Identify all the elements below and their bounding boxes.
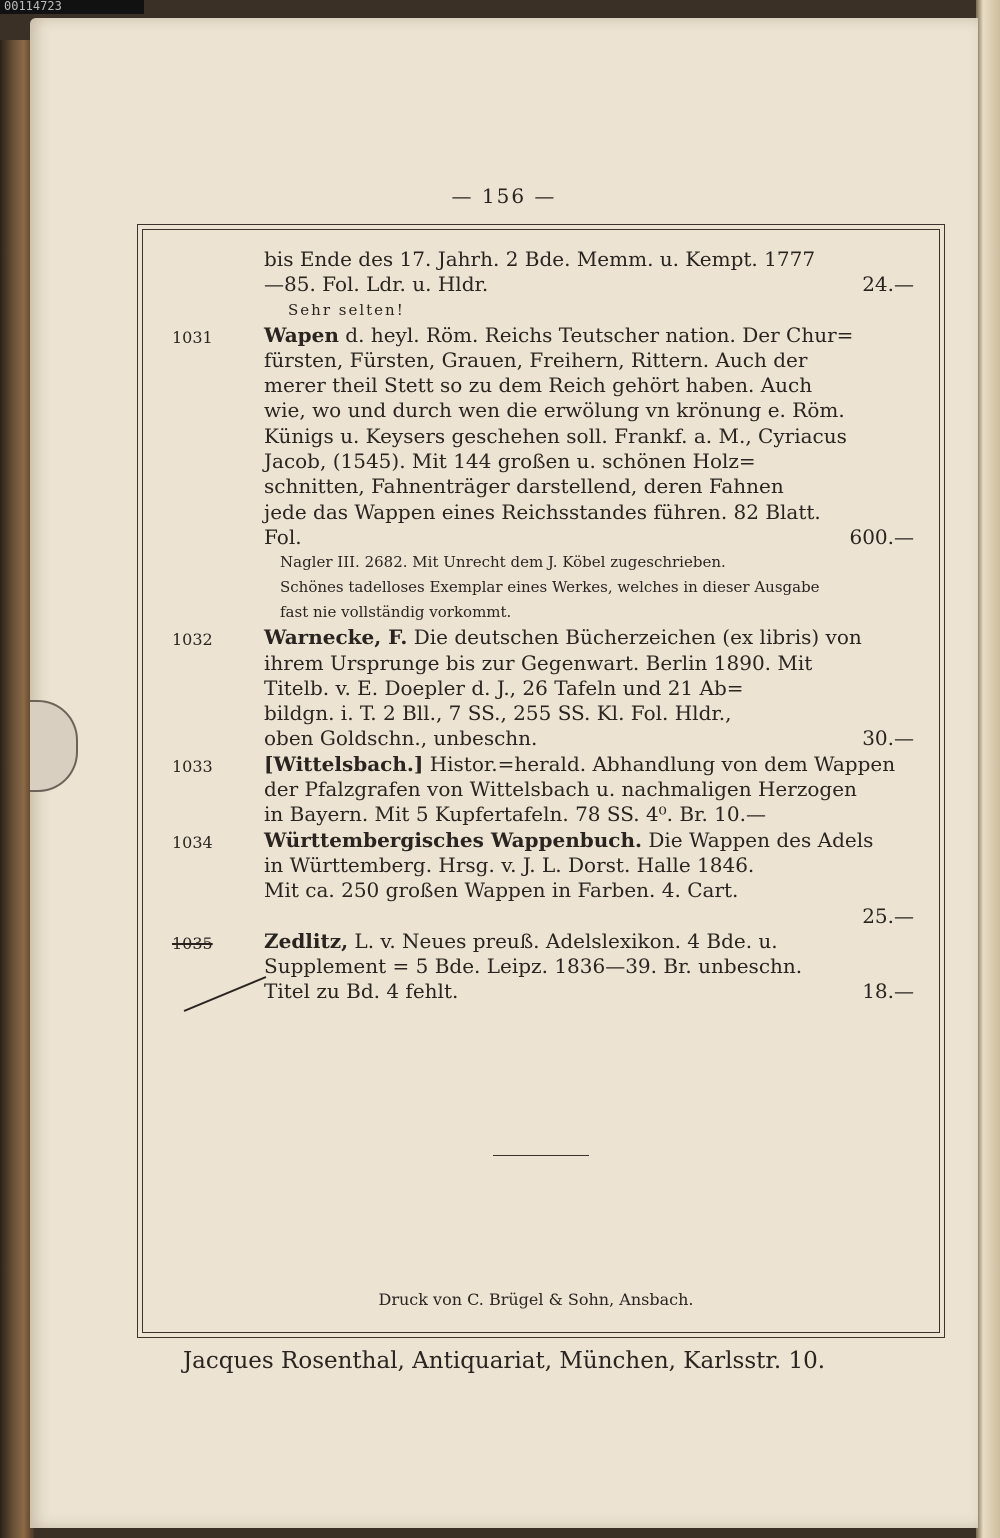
entry-line: jede das Wappen eines Reichsstandes führen. 82 Blatt.: [264, 499, 821, 524]
entry-name: Württembergisches Wappenbuch.: [264, 827, 642, 852]
entry-line: d. heyl. Röm. Reichs Teutscher nation. Der Chur=: [345, 322, 854, 347]
end-rule: [493, 1155, 589, 1156]
pencil-strike-mark: [138, 225, 944, 1337]
entry-line: schnitten, Fahnenträger darstellend, deren Fahnen: [264, 474, 784, 499]
entry-number: 1033: [172, 756, 213, 776]
entry-name: Warnecke, F.: [264, 625, 408, 650]
entry-note: Nagler III. 2682. Mit Unrecht dem J. Köbel zugeschrieben.: [280, 553, 726, 572]
publisher-footer: Jacques Rosenthal, Antiquariat, München, Karlsstr. 10.: [182, 1348, 826, 1374]
entry-number: 1032: [172, 630, 213, 650]
entry-line: wie, wo und durch wen die erwölung vn krönung e. Röm.: [264, 398, 845, 423]
entry-line: Histor.=herald. Abhandlung von dem Wappen: [429, 751, 896, 776]
entry-line: —85. Fol. Ldr. u. Hldr.: [264, 272, 489, 297]
entry-price: 600.—: [849, 524, 914, 549]
entry-line: Mit ca. 250 großen Wappen in Farben. 4. Cart.: [264, 878, 739, 903]
entry-number: 1034: [172, 832, 213, 852]
book-spine-edge: [0, 40, 34, 1538]
clip-tab: [30, 700, 78, 792]
entry-line: L. v. Neues preuß. Adelslexikon. 4 Bde. u.: [354, 928, 778, 953]
entry-line: in Württemberg. Hrsg. v. J. L. Dorst. Halle 1846.: [264, 852, 755, 877]
entry-line: ihrem Ursprunge bis zur Gegenwart. Berlin 1890. Mit: [264, 650, 813, 675]
entry-line: Die deutschen Bücherzeichen (ex libris) von: [413, 625, 862, 650]
entry-line: der Pfalzgrafen von Wittelsbach u. nachmaligen Herzogen: [264, 777, 857, 802]
entry-note: fast nie vollständig vorkommt.: [280, 603, 512, 622]
page-number: — 156 —: [451, 184, 557, 208]
entry-line: Fol.: [264, 524, 302, 549]
entry-name: Wapen: [264, 322, 339, 347]
entry-line: Titel zu Bd. 4 fehlt.: [264, 979, 459, 1004]
entry-line: Künigs u. Keysers geschehen soll. Frankf. a. M., Cyriacus: [264, 423, 847, 448]
entry-price: 24.—: [862, 272, 914, 297]
entry-name: Zedlitz,: [264, 928, 349, 953]
entry-note: Sehr selten!: [288, 300, 405, 319]
entry-line: in Bayern. Mit 5 Kupfertafeln. 78 SS. 4⁰. Br. 10.—: [264, 802, 766, 827]
entry-line: fürsten, Fürsten, Grauen, Freihern, Rittern. Auch der: [264, 347, 808, 372]
entry-price: 25.—: [862, 903, 914, 928]
entry-line: Titelb. v. E. Doepler d. J., 26 Tafeln und 21 Ab=: [264, 675, 744, 700]
entry-note: Schönes tadelloses Exemplar eines Werkes, welches in dieser Ausgabe: [280, 578, 820, 597]
page-fore-edge: [976, 0, 1000, 1538]
entry-name: [Wittelsbach.]: [264, 751, 424, 776]
catalog-id: 00114723: [0, 0, 144, 14]
entry-line: Supplement = 5 Bde. Leipz. 1836—39. Br. unbeschn.: [264, 954, 803, 979]
entry-number: 1035: [172, 933, 213, 953]
text-frame: [137, 224, 945, 1338]
entry-number: 1031: [172, 327, 213, 347]
page-sheet: [30, 18, 978, 1528]
entry-line: bildgn. i. T. 2 Bll., 7 SS., 255 SS. Kl. Fol. Hldr.,: [264, 701, 732, 726]
entry-line: Jacob, (1545). Mit 144 großen u. schönen Holz=: [264, 449, 756, 474]
entry-price: 30.—: [862, 726, 914, 751]
entry-line: merer theil Stett so zu dem Reich gehört haben. Auch: [264, 373, 813, 398]
entry-line: bis Ende des 17. Jahrh. 2 Bde. Memm. u. Kempt. 1777: [264, 247, 816, 271]
printer-imprint: Druck von C. Brügel & Sohn, Ansbach.: [378, 1290, 694, 1309]
entry-line: Die Wappen des Adels: [648, 827, 874, 852]
entry-line: oben Goldschn., unbeschn.: [264, 726, 538, 751]
entry-price: 18.—: [862, 979, 914, 1004]
